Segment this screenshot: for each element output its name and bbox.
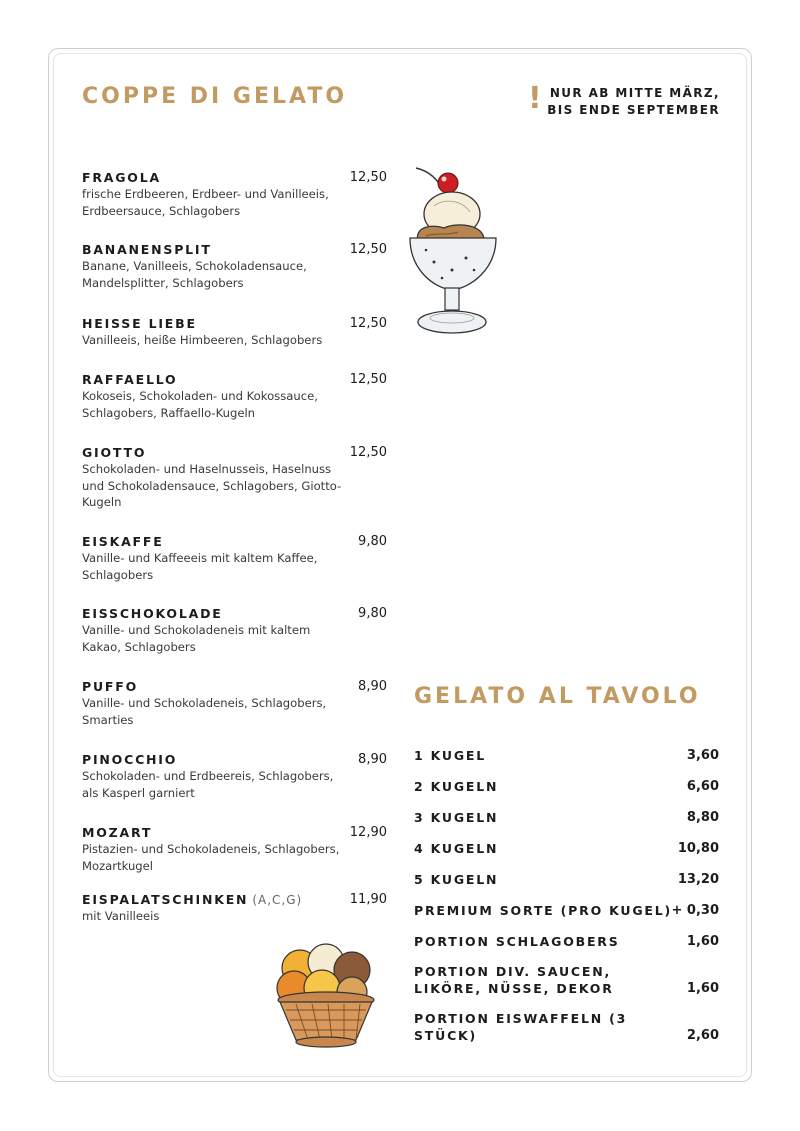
price-row-label: PREMIUM SORTE (PRO KUGEL) (414, 903, 673, 918)
price-row-label: PORTION DIV. SAUCEN, LIKÖRE, NÜSSE, DEKOR (414, 964, 614, 996)
item-name: BANANENSPLIT (82, 242, 212, 257)
price-row (414, 933, 719, 950)
item-price: 8,90 (358, 679, 387, 694)
season-notice (528, 81, 720, 120)
price-row (414, 963, 719, 997)
item-description: Kokoseis, Schokoladen- und Kokossauce, Schlagobers, Raffaello-Kugeln (82, 389, 318, 420)
item-price: 12,50 (349, 170, 387, 185)
item-description: Banane, Vanilleeis, Schokoladensauce, Mandelsplitter, Schlagobers (82, 259, 307, 290)
item-price: 11,90 (349, 892, 387, 907)
menu-item (82, 679, 387, 728)
price-row-label: 3 KUGELN (414, 810, 499, 825)
item-description: Vanille- und Kaffeeeis mit kaltem Kaffee, Schlagobers (82, 551, 318, 582)
menu-item (82, 170, 387, 219)
menu-item (82, 606, 387, 655)
price-row-value: 1,60 (686, 981, 719, 996)
item-price: 12,90 (349, 825, 387, 840)
price-row-label: 4 KUGELN (414, 841, 499, 856)
item-name: FRAGOLA (82, 170, 161, 185)
notice-line-1: NUR AB MITTE MÄRZ, (549, 86, 720, 100)
price-row-label: 2 KUGELN (414, 779, 499, 794)
item-name: EISKAFFE (82, 534, 164, 549)
price-row (414, 840, 719, 857)
price-row (414, 809, 719, 826)
item-name: PUFFO (82, 679, 139, 694)
menu-item (82, 892, 387, 925)
item-description: Vanilleeis, heiße Himbeeren, Schlagobers (82, 333, 323, 347)
menu-item (82, 534, 387, 583)
menu-item (82, 242, 387, 291)
price-row-value: 3,60 (686, 748, 719, 763)
price-row-value: 10,80 (677, 841, 719, 856)
price-row-label: PORTION SCHLAGOBERS (414, 934, 620, 949)
item-price: 12,50 (349, 242, 387, 257)
item-description: Schokoladen- und Erdbeereis, Schlagobers, als Kasperl garniert (82, 769, 334, 800)
sundae-glass-icon (404, 166, 500, 340)
section-title-tavolo: GELATO AL TAVOLO (414, 684, 701, 709)
item-name (82, 892, 387, 908)
item-price: 12,50 (349, 316, 387, 331)
menu-item (82, 445, 387, 511)
exclamation-icon: ! (528, 81, 542, 116)
item-description: Schokoladen- und Haselnusseis, Haselnuss und Schokoladensauce, Schlagobers, Giotto-Kugeln (82, 462, 342, 510)
item-name-text: EISPALATSCHINKEN (82, 892, 249, 907)
item-name: PINOCCHIO (82, 752, 178, 767)
item-name: GIOTTO (82, 445, 147, 460)
notice-line-2: BIS ENDE SEPTEMBER (547, 103, 720, 117)
item-name: EISSCHOKOLADE (82, 606, 223, 621)
item-price: 9,80 (358, 606, 387, 621)
price-row-value: 2,60 (686, 1028, 719, 1043)
price-row-label: 1 KUGEL (414, 748, 487, 763)
item-description: Vanille- und Schokoladeneis mit kaltem Kakao, Schlagobers (82, 623, 311, 654)
item-allergens: (A,C,G) (252, 893, 303, 907)
item-price: 9,80 (358, 534, 387, 549)
price-row (414, 871, 719, 888)
price-row (414, 747, 719, 764)
price-row-value: 1,60 (686, 934, 719, 949)
waffle-basket-icon (274, 942, 378, 1050)
item-name: HEISSE LIEBE (82, 316, 197, 331)
item-description: Pistazien- und Schokoladeneis, Schlagobers, Mozartkugel (82, 842, 340, 873)
item-price: 12,50 (349, 372, 387, 387)
price-row-value: + 0,30 (671, 903, 719, 918)
section-title-coppe: COPPE DI GELATO (82, 84, 348, 109)
menu-item (82, 825, 387, 874)
price-row (414, 778, 719, 795)
item-description: frische Erdbeeren, Erdbeer- und Vanilleeis, Erdbeersauce, Schlagobers (82, 187, 329, 218)
item-description: mit Vanilleeis (82, 909, 160, 923)
price-row (414, 902, 719, 919)
price-row-value: 13,20 (677, 872, 719, 887)
price-row-value: 6,60 (686, 779, 719, 794)
item-name: RAFFAELLO (82, 372, 178, 387)
price-row-label: 5 KUGELN (414, 872, 499, 887)
menu-item (82, 372, 387, 421)
menu-item (82, 752, 387, 801)
item-price: 8,90 (358, 752, 387, 767)
item-description: Vanille- und Schokoladeneis, Schlagobers, Smarties (82, 696, 327, 727)
price-row (414, 1010, 719, 1044)
item-price: 12,50 (349, 445, 387, 460)
menu-item (82, 316, 387, 349)
item-name: MOZART (82, 825, 153, 840)
price-row-label: PORTION EISWAFFELN (3 STÜCK) (414, 1011, 628, 1043)
price-row-value: 8,80 (686, 810, 719, 825)
